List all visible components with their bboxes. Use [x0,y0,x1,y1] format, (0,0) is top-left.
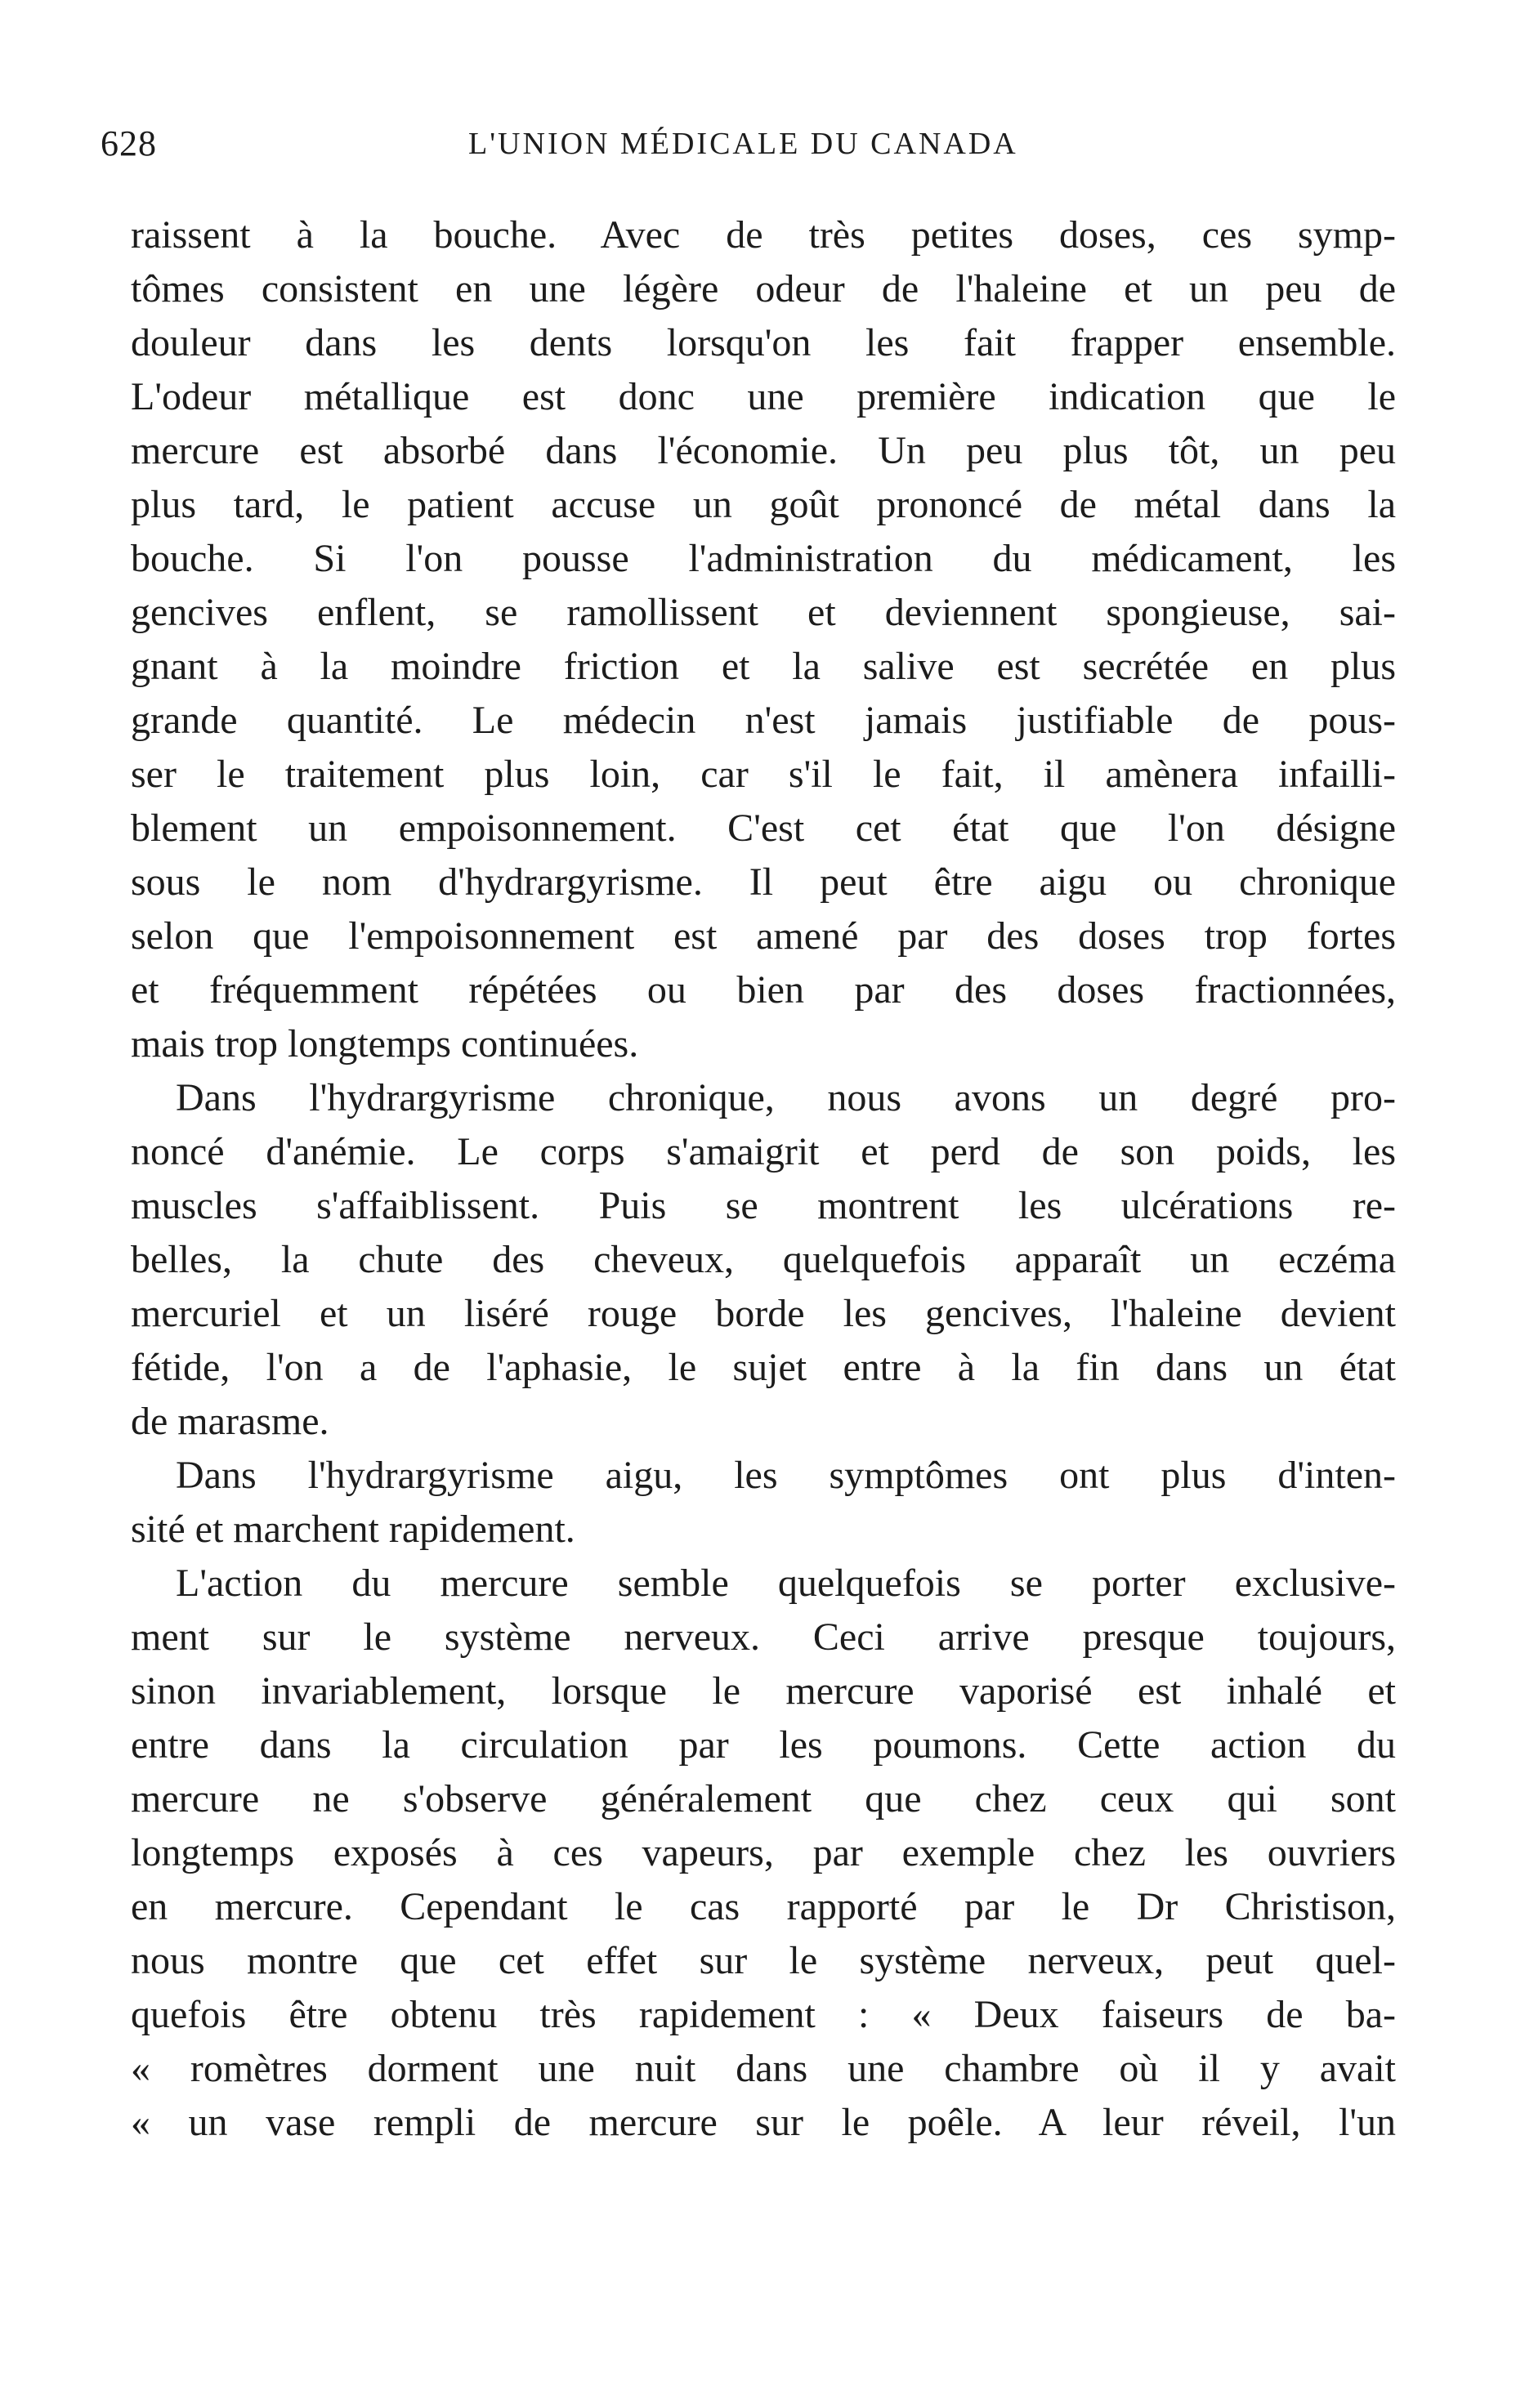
text-line: Dans l'hydrargyrisme aigu, les symptômes ont plus d'inten- [176,1454,1396,1497]
text-line: douleur dans les dents lorsqu'on les fait frapper ensemble. [131,321,1396,364]
text-line: mercure ne s'observe généralement que chez ceux qui sont [131,1777,1396,1821]
text-line: belles, la chute des cheveux, quelquefois apparaît un eczéma [131,1238,1396,1281]
text-line: raissent à la bouche. Avec de très petites doses, ces symp- [131,213,1396,257]
text-line: mercure est absorbé dans l'économie. Un peu plus tôt, un peu [131,429,1396,472]
text-line: gencives enflent, se ramollissent et deviennent spongieuse, sai- [131,591,1396,634]
paragraph [131,1557,1396,2150]
text-line: ser le traitement plus loin, car s'il le fait, il amènera infailli- [131,753,1396,796]
paragraph [131,1071,1396,1449]
text-line: sinon invariablement, lorsque le mercure vaporisé est inhalé et [131,1669,1396,1713]
text-line: plus tard, le patient accuse un goût prononcé de métal dans la [131,483,1396,526]
text-line: Dans l'hydrargyrisme chronique, nous avons un degré pro- [176,1076,1396,1119]
text-line: L'action du mercure semble quelquefois se porter exclusive- [176,1561,1396,1605]
text-line: mais trop longtemps continuées. [131,1022,639,1066]
text-line: quefois être obtenu très rapidement : « Deux faiseurs de ba- [131,1993,1396,2036]
paragraph [131,208,1396,1071]
text-line: bouche. Si l'on pousse l'administration du médicament, les [131,537,1396,580]
running-title: L'UNION MÉDICALE DU CANADA [468,127,1018,161]
text-line: tômes consistent en une légère odeur de l'haleine et un peu de [131,267,1396,310]
text-line: ment sur le système nerveux. Ceci arrive presque toujours, [131,1615,1396,1659]
text-line: L'odeur métallique est donc une première indication que le [131,375,1396,418]
body-text [131,208,1396,2150]
text-line: gnant à la moindre friction et la salive est secrétée en plus [131,645,1396,688]
running-header [101,123,1408,163]
page-number: 628 [101,123,157,163]
paragraph [131,1449,1396,1557]
text-line: fétide, l'on a de l'aphasie, le sujet entre à la fin dans un état [131,1346,1396,1389]
text-line: entre dans la circulation par les poumons. Cette action du [131,1723,1396,1767]
text-line: sous le nom d'hydrargyrisme. Il peut être aigu ou chronique [131,860,1396,904]
text-line: de marasme. [131,1400,329,1443]
text-line: noncé d'anémie. Le corps s'amaigrit et perd de son poids, les [131,1130,1396,1173]
text-line: en mercure. Cependant le cas rapporté par le Dr Christison, [131,1885,1396,1928]
text-line: selon que l'empoisonnement est amené par des doses trop fortes [131,914,1396,958]
text-line: « romètres dorment une nuit dans une chambre où il y avait [131,2047,1396,2090]
text-line: longtemps exposés à ces vapeurs, par exemple chez les ouvriers [131,1831,1396,1874]
text-line: muscles s'affaiblissent. Puis se montrent les ulcérations re- [131,1184,1396,1227]
text-line: mercuriel et un liséré rouge borde les gencives, l'haleine devient [131,1292,1396,1335]
text-line: et fréquemment répétées ou bien par des doses fractionnées, [131,968,1396,1012]
text-line: grande quantité. Le médecin n'est jamais justifiable de pous- [131,699,1396,742]
text-line: « un vase rempli de mercure sur le poêle. A leur réveil, l'un [131,2101,1396,2144]
text-line: nous montre que cet effet sur le système nerveux, peut quel- [131,1939,1396,1982]
text-line: sité et marchent rapidement. [131,1508,575,1551]
text-line: blement un empoisonnement. C'est cet état que l'on désigne [131,806,1396,850]
